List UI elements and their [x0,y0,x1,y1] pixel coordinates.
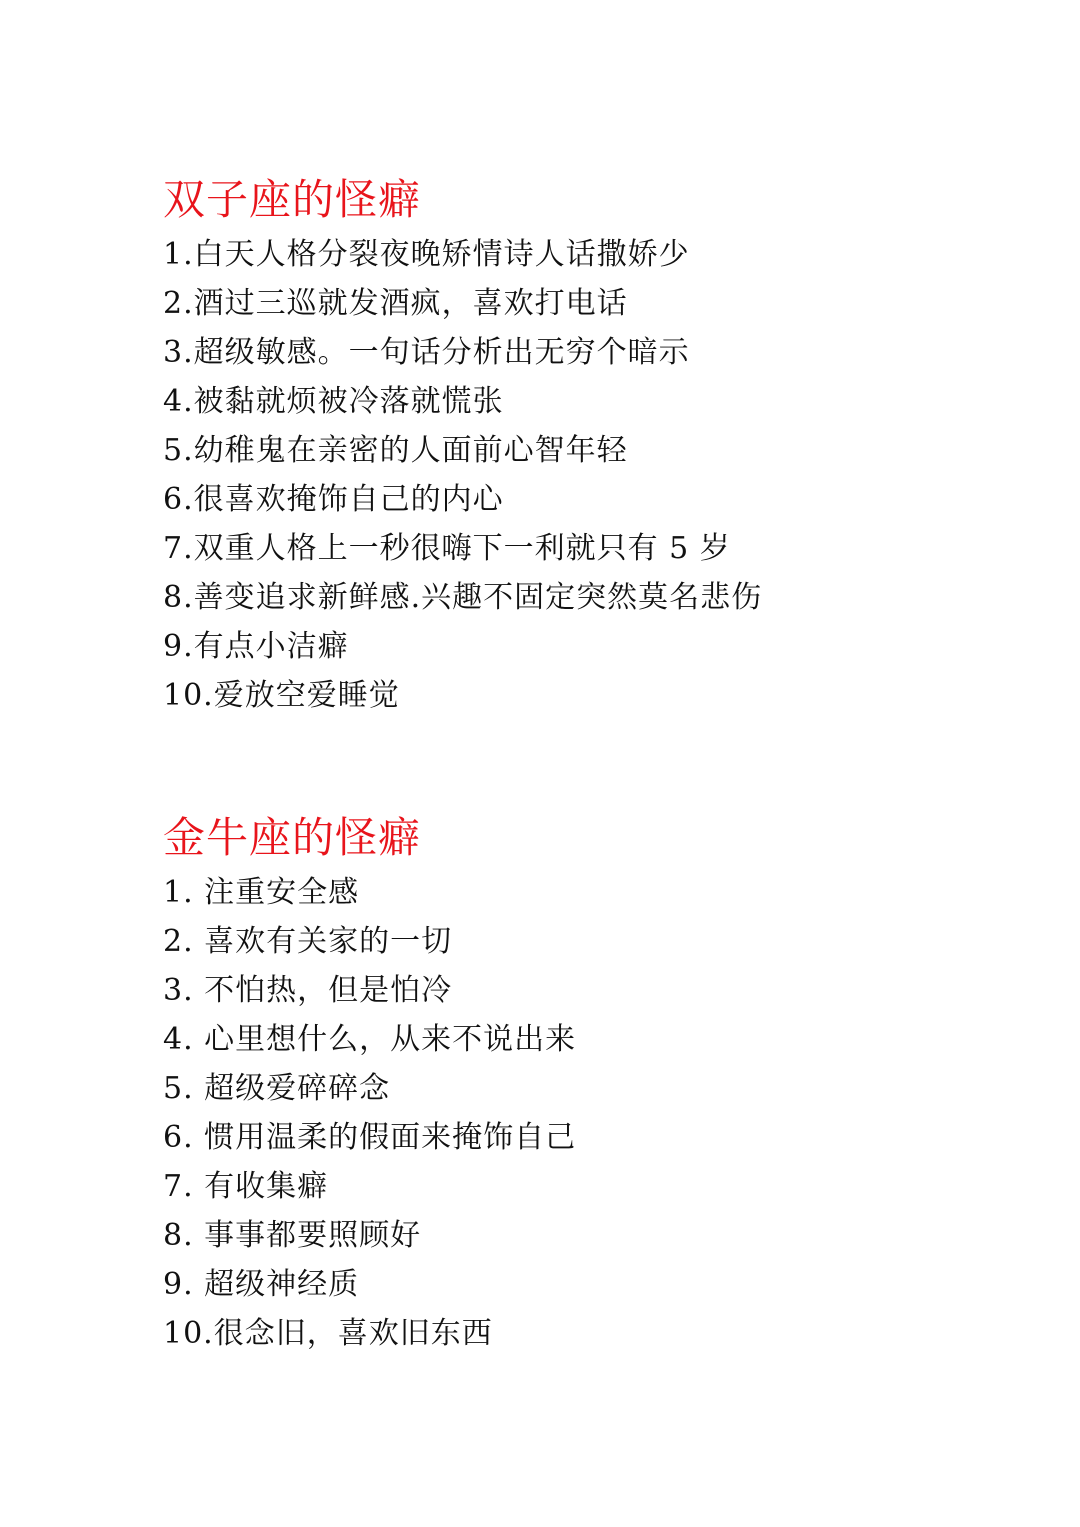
taurus-title: 金牛座的怪癖 [163,813,422,862]
list-item: 8.善变追求新鲜感.兴趣不固定突然莫名悲伤 [163,580,763,615]
taurus-section [163,808,1023,1358]
list-item: 5. 超级爱碎碎念 [163,1071,391,1106]
list-item: 1.白天人格分裂夜晚矫情诗人话撒娇少 [163,237,690,272]
list-item: 2. 喜欢有关家的一切 [163,924,453,959]
list-item: 2.酒过三巡就发酒疯，喜欢打电话 [163,286,628,321]
list-item: 4.被黏就烦被冷落就慌张 [163,384,504,419]
list-item: 9.有点小洁癖 [163,629,349,664]
list-item: 6. 惯用温柔的假面来掩饰自己 [163,1120,577,1155]
gemini-quirk-list [163,230,1023,720]
gemini-title: 双子座的怪癖 [163,175,422,224]
list-item: 8. 事事都要照顾好 [163,1218,422,1253]
list-item: 10.爱放空爱睡觉 [163,678,400,713]
list-item: 3.超级敏感。一句话分析出无穷个暗示 [163,335,690,370]
taurus-quirk-list [163,868,1023,1358]
list-item: 7. 有收集癖 [163,1169,329,1204]
gemini-section [163,170,1023,720]
list-item: 5.幼稚鬼在亲密的人面前心智年轻 [163,433,628,468]
list-item: 6.很喜欢掩饰自己的内心 [163,482,504,517]
list-item: 1. 注重安全感 [163,875,360,910]
list-item: 10.很念旧，喜欢旧东西 [163,1316,493,1351]
list-item: 7.双重人格上一秒很嗨下一利就只有 5 岁 [163,531,731,566]
list-item: 9. 超级神经质 [163,1267,360,1302]
list-item: 3. 不怕热，但是怕冷 [163,973,453,1008]
list-item: 4. 心里想什么，从来不说出来 [163,1022,577,1057]
